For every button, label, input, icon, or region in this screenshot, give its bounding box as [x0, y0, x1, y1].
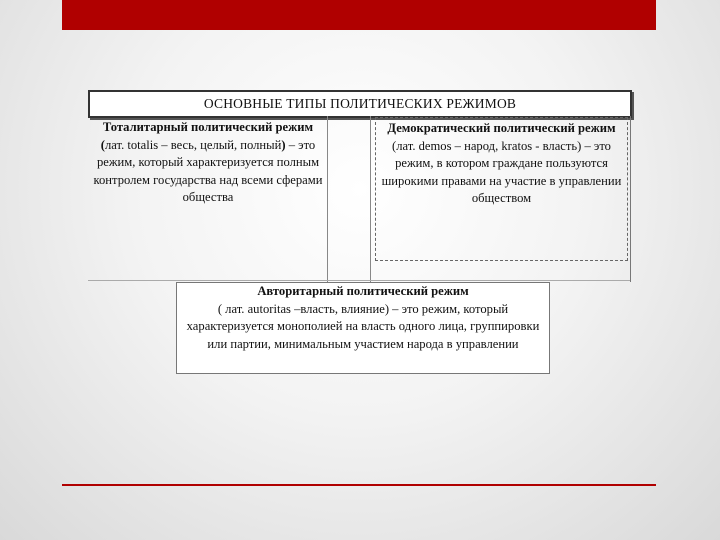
column-divider-right	[370, 116, 371, 282]
authoritarian-regime-box	[176, 282, 550, 374]
democratic-definition: (лат. demos – народ, kratos - власть) – это режим, в котором граждане пользуются широкими правами на участие в управлении обществом	[381, 138, 622, 205]
top-accent-bar	[62, 0, 656, 30]
slide-title: ОСНОВНЫЕ ТИПЫ ПОЛИТИЧЕСКИХ РЕЖИМОВ	[88, 90, 632, 118]
totalitarian-definition: – это режим, который характеризуется полным контролем государства над всеми сферами общества	[93, 137, 323, 204]
totalitarian-regime-box: Тоталитарный политический режим (лат. totalis – весь, целый, полный) – это режим, который характеризуется полным контролем государства над всеми сферами общества	[93, 120, 323, 204]
column-divider-left	[327, 116, 328, 282]
democratic-regime-box	[375, 117, 628, 261]
democratic-heading: Демократический политический режим	[387, 121, 616, 135]
authoritarian-definition: ( лат. autoritas –власть, влияние) – это режим, который характеризуется монополией на власть одного лица, группировки или партии, минимальным участием народа в управлении	[186, 301, 540, 351]
row-divider	[88, 280, 630, 281]
bottom-accent-line	[62, 484, 656, 486]
authoritarian-heading: Авторитарный политический режим	[257, 284, 469, 298]
totalitarian-latin: лат. totalis – весь, целый, полный	[104, 137, 282, 152]
totalitarian-heading: Тоталитарный политический режим (	[100, 120, 314, 152]
